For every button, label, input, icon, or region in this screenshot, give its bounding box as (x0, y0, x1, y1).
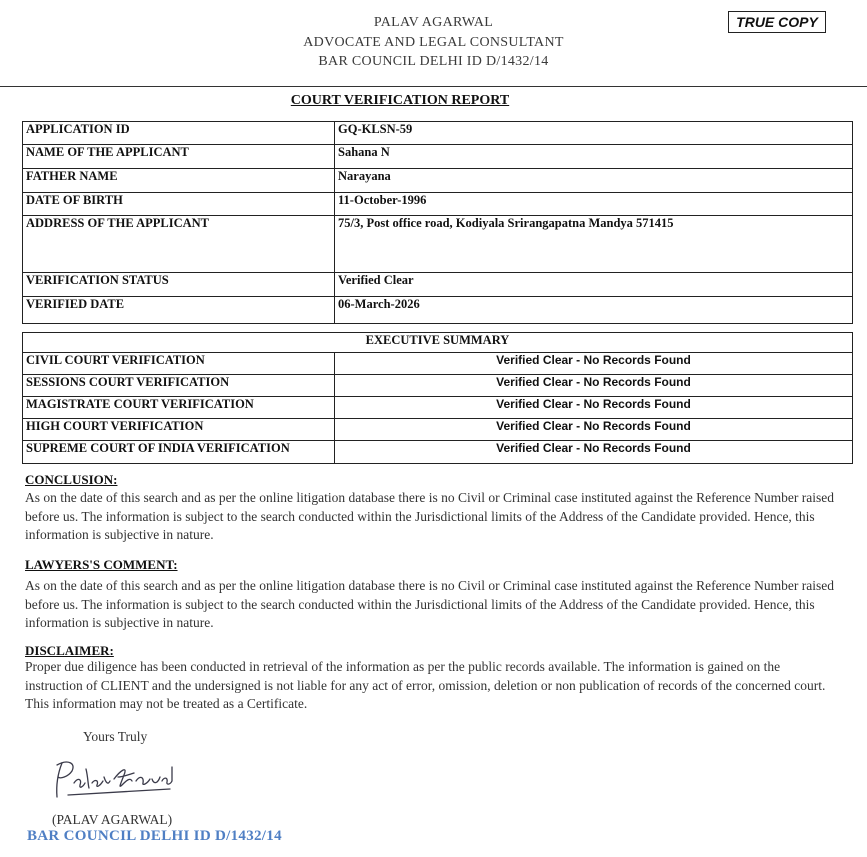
table-row (23, 333, 853, 353)
table-row (23, 169, 853, 193)
summary-label: CIVIL COURT VERIFICATION (23, 353, 335, 375)
signatory-bar-id: BAR COUNCIL DELHI ID D/1432/14 (27, 828, 282, 844)
table-row (23, 353, 853, 375)
table-row (23, 441, 853, 464)
signatory-name: (PALAV AGARWAL) (52, 812, 173, 827)
table-row (23, 297, 853, 324)
summary-value: Verified Clear - No Records Found (335, 419, 853, 441)
detail-value: Verified Clear (335, 273, 853, 297)
detail-label: ADDRESS OF THE APPLICANT (23, 216, 335, 273)
table-row (23, 419, 853, 441)
table-row (23, 122, 853, 145)
lawyers-comment-heading: LAWYERS'S COMMENT: (25, 557, 178, 572)
table-row (23, 145, 853, 169)
detail-value: 11-October-1996 (335, 193, 853, 216)
detail-value: 75/3, Post office road, Kodiyala Srirangapatna Mandya 571415 (335, 216, 853, 273)
detail-value: Narayana (335, 169, 853, 193)
summary-label: SESSIONS COURT VERIFICATION (23, 375, 335, 397)
detail-label: NAME OF THE APPLICANT (23, 145, 335, 169)
table-row (23, 375, 853, 397)
conclusion-text: As on the date of this search and as per the online litigation database there is no Civil or Criminal case instituted against the Reference Number raised before us. The information is subject to the search conducted within the Jurisdictional limits of the Address of the Candidate provided. Hence, this information is subjective in nature. (25, 490, 835, 542)
detail-label: DATE OF BIRTH (23, 193, 335, 216)
detail-label: APPLICATION ID (23, 122, 335, 145)
table-row (23, 397, 853, 419)
detail-label: FATHER NAME (23, 169, 335, 193)
true-copy-stamp: TRUE COPY (728, 11, 826, 33)
lawyers-comment-text: As on the date of this search and as per the online litigation database there is no Civil or Criminal case instituted against the Reference Number raised before us. The information is subject to the search conducted within the Jurisdictional limits of the Address of the Candidate provided. Hence, this information is subjective in nature. (25, 578, 835, 630)
disclaimer-text: Proper due diligence has been conducted in retrieval of the information as per the public records available. The information is gained on the instruction of CLIENT and the undersigned is not liable for any act of error, omission, deletion or non publication of records of the concerned court. This information may not be treated as a Certificate. (25, 659, 826, 711)
table-row (23, 193, 853, 216)
summary-value: Verified Clear - No Records Found (335, 353, 853, 375)
detail-value: GQ-KLSN-59 (335, 122, 853, 145)
disclaimer-heading: DISCLAIMER: (25, 643, 114, 658)
detail-value: 06-March-2026 (335, 297, 853, 324)
summary-label: SUPREME COURT OF INDIA VERIFICATION (23, 441, 335, 464)
header-role: ADVOCATE AND LEGAL CONSULTANT (303, 35, 564, 50)
table-row (23, 273, 853, 297)
applicant-details-table (22, 121, 853, 324)
table-row (23, 216, 853, 273)
detail-label: VERIFICATION STATUS (23, 273, 335, 297)
closing-text: Yours Truly (83, 729, 148, 744)
summary-label: HIGH COURT VERIFICATION (23, 419, 335, 441)
summary-value: Verified Clear - No Records Found (335, 397, 853, 419)
signature-image (48, 755, 178, 805)
report-title: COURT VERIFICATION REPORT (290, 93, 510, 108)
conclusion-heading: CONCLUSION: (25, 472, 118, 487)
summary-value: Verified Clear - No Records Found (335, 441, 853, 464)
detail-value: Sahana N (335, 145, 853, 169)
executive-summary-table (22, 332, 853, 464)
summary-heading: EXECUTIVE SUMMARY (23, 333, 853, 353)
header-name: PALAV AGARWAL (373, 15, 494, 30)
header-bar-id: BAR COUNCIL DELHI ID D/1432/14 (318, 54, 549, 69)
detail-label: VERIFIED DATE (23, 297, 335, 324)
summary-value: Verified Clear - No Records Found (335, 375, 853, 397)
header-divider (0, 86, 867, 87)
summary-label: MAGISTRATE COURT VERIFICATION (23, 397, 335, 419)
